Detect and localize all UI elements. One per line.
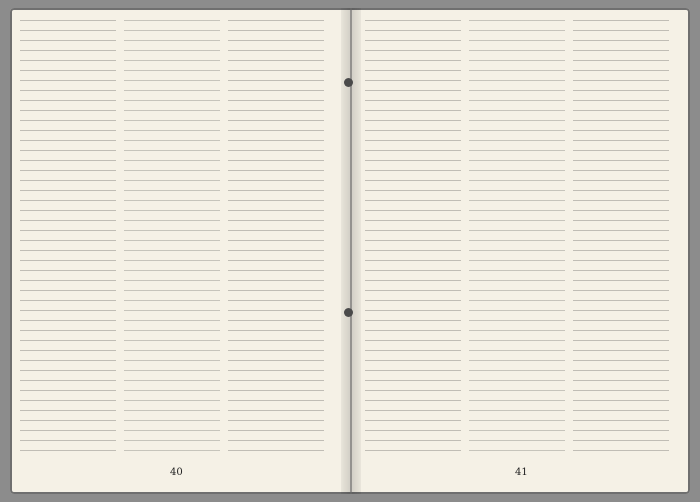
left-page-column-1	[20, 20, 116, 452]
right-page-column-3	[573, 20, 669, 452]
right-page	[365, 20, 680, 478]
left-page-column-2	[124, 20, 220, 452]
left-page-column-3	[228, 20, 324, 452]
right-page-column-2	[469, 20, 565, 452]
right-page-number: 41	[515, 467, 528, 478]
left-page-number: 40	[170, 467, 183, 478]
right-page-column-1	[365, 20, 461, 452]
binding-clip-top	[344, 78, 353, 87]
binding-clip-bottom	[344, 308, 353, 317]
left-page	[20, 20, 335, 478]
open-book	[10, 8, 690, 494]
